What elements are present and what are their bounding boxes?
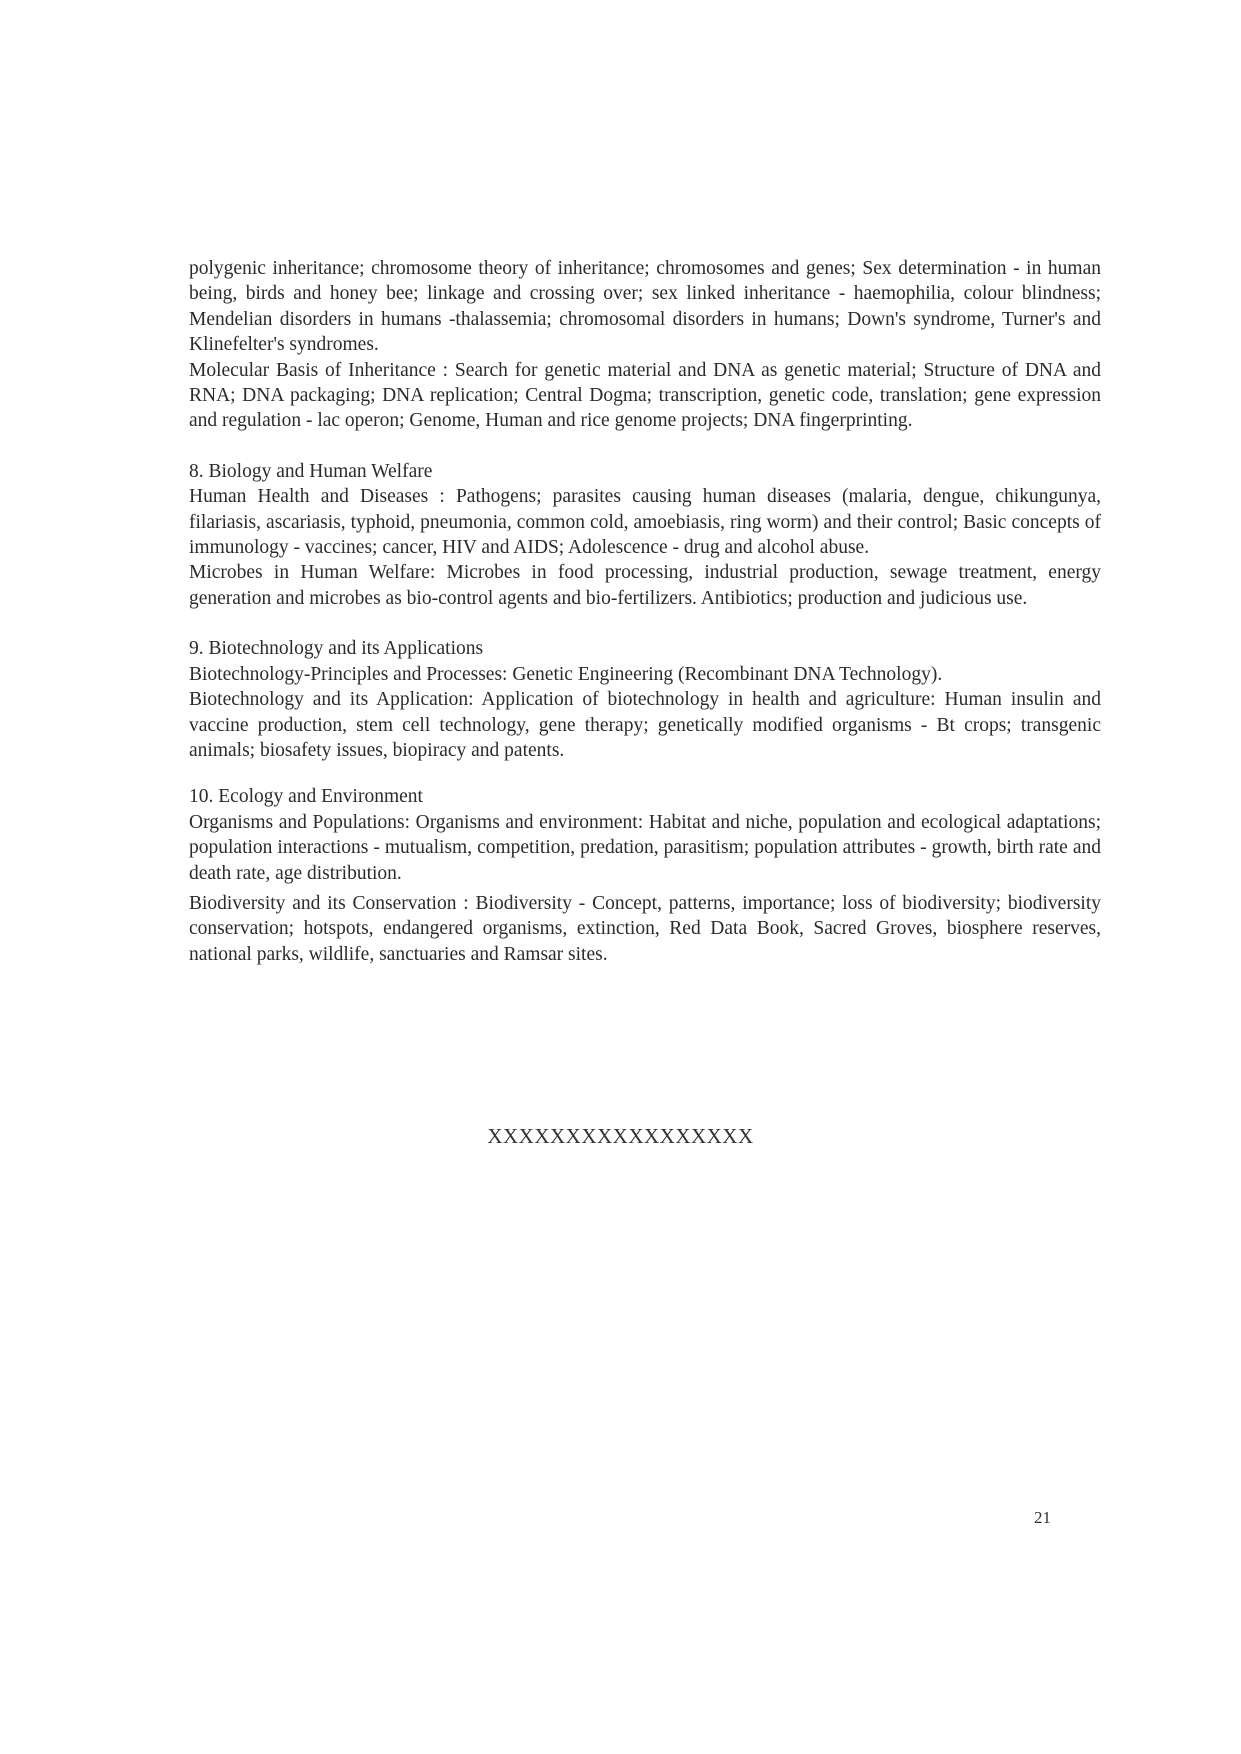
- section-paragraph: Biotechnology and its Application: Application of biotechnology in health and agriculture: Human insulin and vaccine production, stem cell technology, gene therapy; genetically modified organisms - Bt crops; transgenic animals; biosafety issues, biopiracy and patents.: [189, 689, 1101, 761]
- page-content: [189, 256, 1101, 967]
- section-paragraph: Microbes in Human Welfare: Microbes in food processing, industrial production, sewage treatment, energy generation and microbes as bio-control agents and bio-fertilizers. Antibiotics; production and judicious use.: [189, 562, 1101, 609]
- section-heading-biology-human-welfare: 8. Biology and Human Welfare: [189, 460, 433, 482]
- section-paragraph: Biodiversity and its Conservation : Biodiversity - Concept, patterns, importance; loss of biodiversity; biodiversity conservation; hotspots, endangered organisms, extinction, Red Data Book, Sacred Groves, biosphere reserves, national parks, wildlife, sanctuaries and Ramsar sites.: [189, 892, 1101, 965]
- page-number: 21: [1034, 1508, 1051, 1527]
- continuation-paragraph: Molecular Basis of Inheritance : Search for genetic material and DNA as genetic material; Structure of DNA and RNA; DNA packaging; DNA replication; Central Dogma; transcription, genetic code, translation; gene expression and regulation - lac operon; Genome, Human and rice genome projects; DNA fingerprinting.: [189, 359, 1101, 432]
- end-of-syllabus-marker: XXXXXXXXXXXXXXXXX: [487, 1124, 754, 1148]
- section-paragraph: Organisms and Populations: Organisms and environment: Habitat and niche, population and ecological adaptations; population interactions - mutualism, competition, predation, parasitism; population attributes - growth, birth rate and death rate, age distribution.: [189, 811, 1101, 884]
- section-heading-biotechnology: 9. Biotechnology and its Applications: [189, 638, 484, 660]
- section-paragraph: Biotechnology-Principles and Processes: Genetic Engineering (Recombinant DNA Technology).: [189, 663, 943, 685]
- section-paragraph: Human Health and Diseases : Pathogens; parasites causing human diseases (malaria, dengue, chikungunya, filariasis, ascariasis, typhoid, pneumonia, common cold, amoebiasis, ring worm) and their control; Basic concepts of immunology - vaccines; cancer, HIV and AIDS; Adolescence - drug and alcohol abuse.: [189, 486, 1101, 559]
- continuation-paragraph: polygenic inheritance; chromosome theory of inheritance; chromosomes and genes; Sex determination - in human being, birds and honey bee; linkage and crossing over; sex linked inheritance - haemophilia, colour blindness; Mendelian disorders in humans -thalassemia; chromosomal disorders in humans; Down's syndrome, Turner's and Klinefelter's syndromes.: [189, 258, 1101, 356]
- section-heading-ecology-environment: 10. Ecology and Environment: [189, 786, 423, 808]
